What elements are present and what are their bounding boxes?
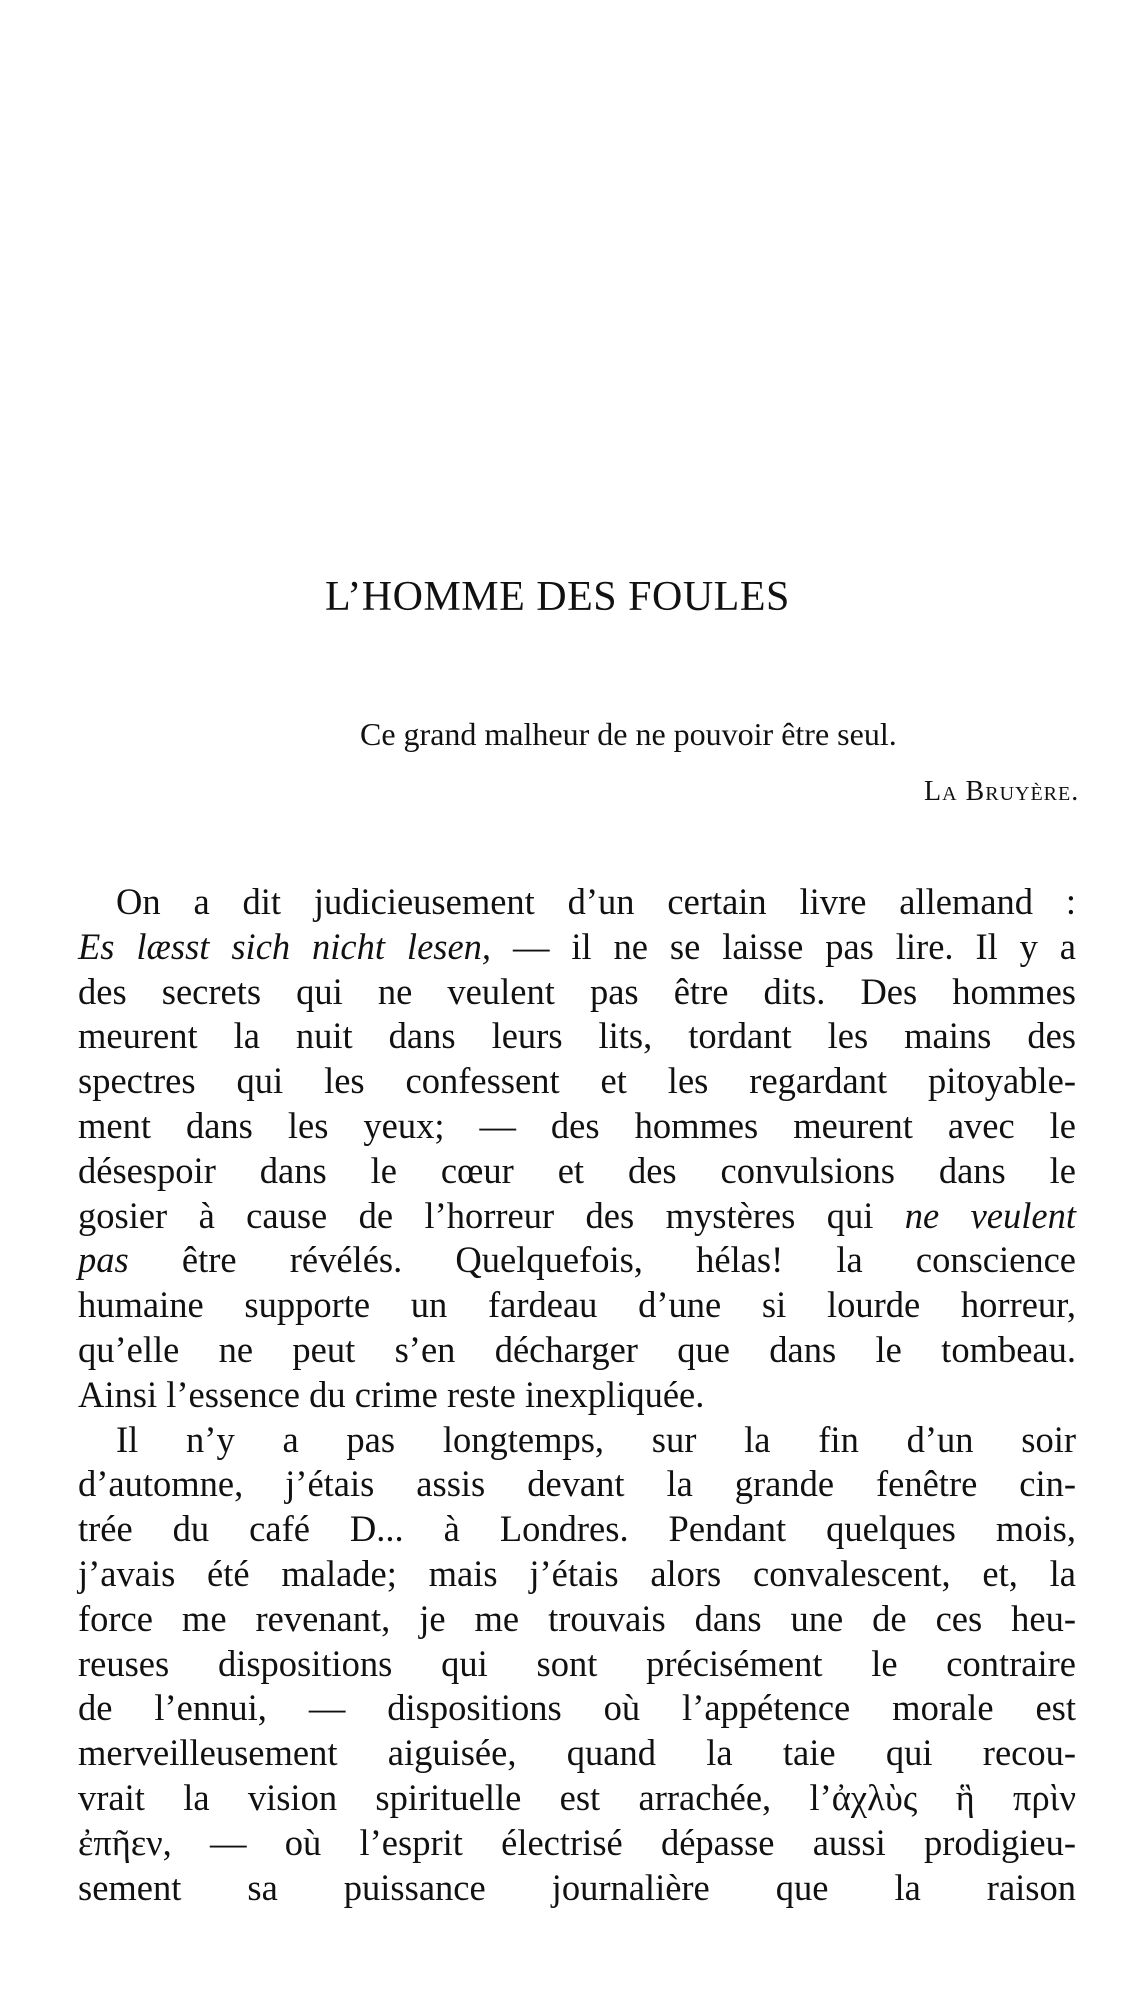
text-line: gosier à cause de l’horreur des mystères qui ne veulent xyxy=(78,1194,1076,1236)
text-line: vrait la vision spirituelle est arrachée, l’ἀχλὺς ἣ πρὶν xyxy=(78,1776,1076,1818)
text-line: humaine supporte un fardeau d’une si lourde horreur, xyxy=(78,1284,1076,1326)
text-line: ἐπῆεν, — où l’esprit électrisé dépasse aussi prodigieu- xyxy=(78,1821,1076,1863)
text-line: Es læsst sich nicht lesen, — il ne se laisse pas lire. Il y a xyxy=(78,925,1076,967)
text-line: spectres qui les confessent et les regardant pitoyable- xyxy=(78,1060,1076,1102)
text-line: de l’ennui, — dispositions où l’appétence morale est xyxy=(78,1687,1076,1729)
text-line: sement sa puissance journalière que la raison xyxy=(78,1866,1076,1908)
italic-phrase: pas xyxy=(78,1239,129,1281)
chapter-title: L’HOMME DES FOULES xyxy=(325,574,790,620)
body-text xyxy=(78,880,1076,1910)
epigraph-author: La Bruyère. xyxy=(924,776,1080,807)
text-line: ment dans les yeux; — des hommes meurent avec le xyxy=(78,1104,1076,1146)
text-line: j’avais été malade; mais j’étais alors convalescent, et, la xyxy=(78,1552,1076,1594)
text-line: d’automne, j’étais assis devant la grande fenêtre cin- xyxy=(78,1463,1076,1505)
text-line: des secrets qui ne veulent pas être dits. Des hommes xyxy=(78,970,1076,1012)
text-line: meurent la nuit dans leurs lits, tordant les mains des xyxy=(78,1015,1076,1057)
text-line: reuses dispositions qui sont précisément le contraire xyxy=(78,1642,1076,1684)
text-line: Il n’y a pas longtemps, sur la fin d’un soir xyxy=(116,1418,1076,1460)
text-line: merveilleusement aiguisée, quand la taie qui recou- xyxy=(78,1732,1076,1774)
epigraph-quote: Ce grand malheur de ne pouvoir être seul. xyxy=(360,716,897,752)
text-line: On a dit judicieusement d’un certain livre allemand : xyxy=(116,881,1076,922)
text-line: pas être révélés. Quelquefois, hélas! la conscience xyxy=(78,1239,1076,1281)
text-line: désespoir dans le cœur et des convulsions dans le xyxy=(78,1149,1076,1191)
text-line: trée du café D... à Londres. Pendant quelques mois, xyxy=(78,1508,1076,1550)
text-line: qu’elle ne peut s’en décharger que dans le tombeau. xyxy=(78,1328,1076,1370)
italic-phrase: Es læsst sich nicht lesen, xyxy=(78,925,492,967)
text-line: Ainsi l’essence du crime reste inexpliquée. xyxy=(78,1373,705,1415)
text-line: force me revenant, je me trouvais dans une de ces heu- xyxy=(78,1597,1076,1639)
italic-phrase: ne veulent xyxy=(904,1194,1076,1236)
